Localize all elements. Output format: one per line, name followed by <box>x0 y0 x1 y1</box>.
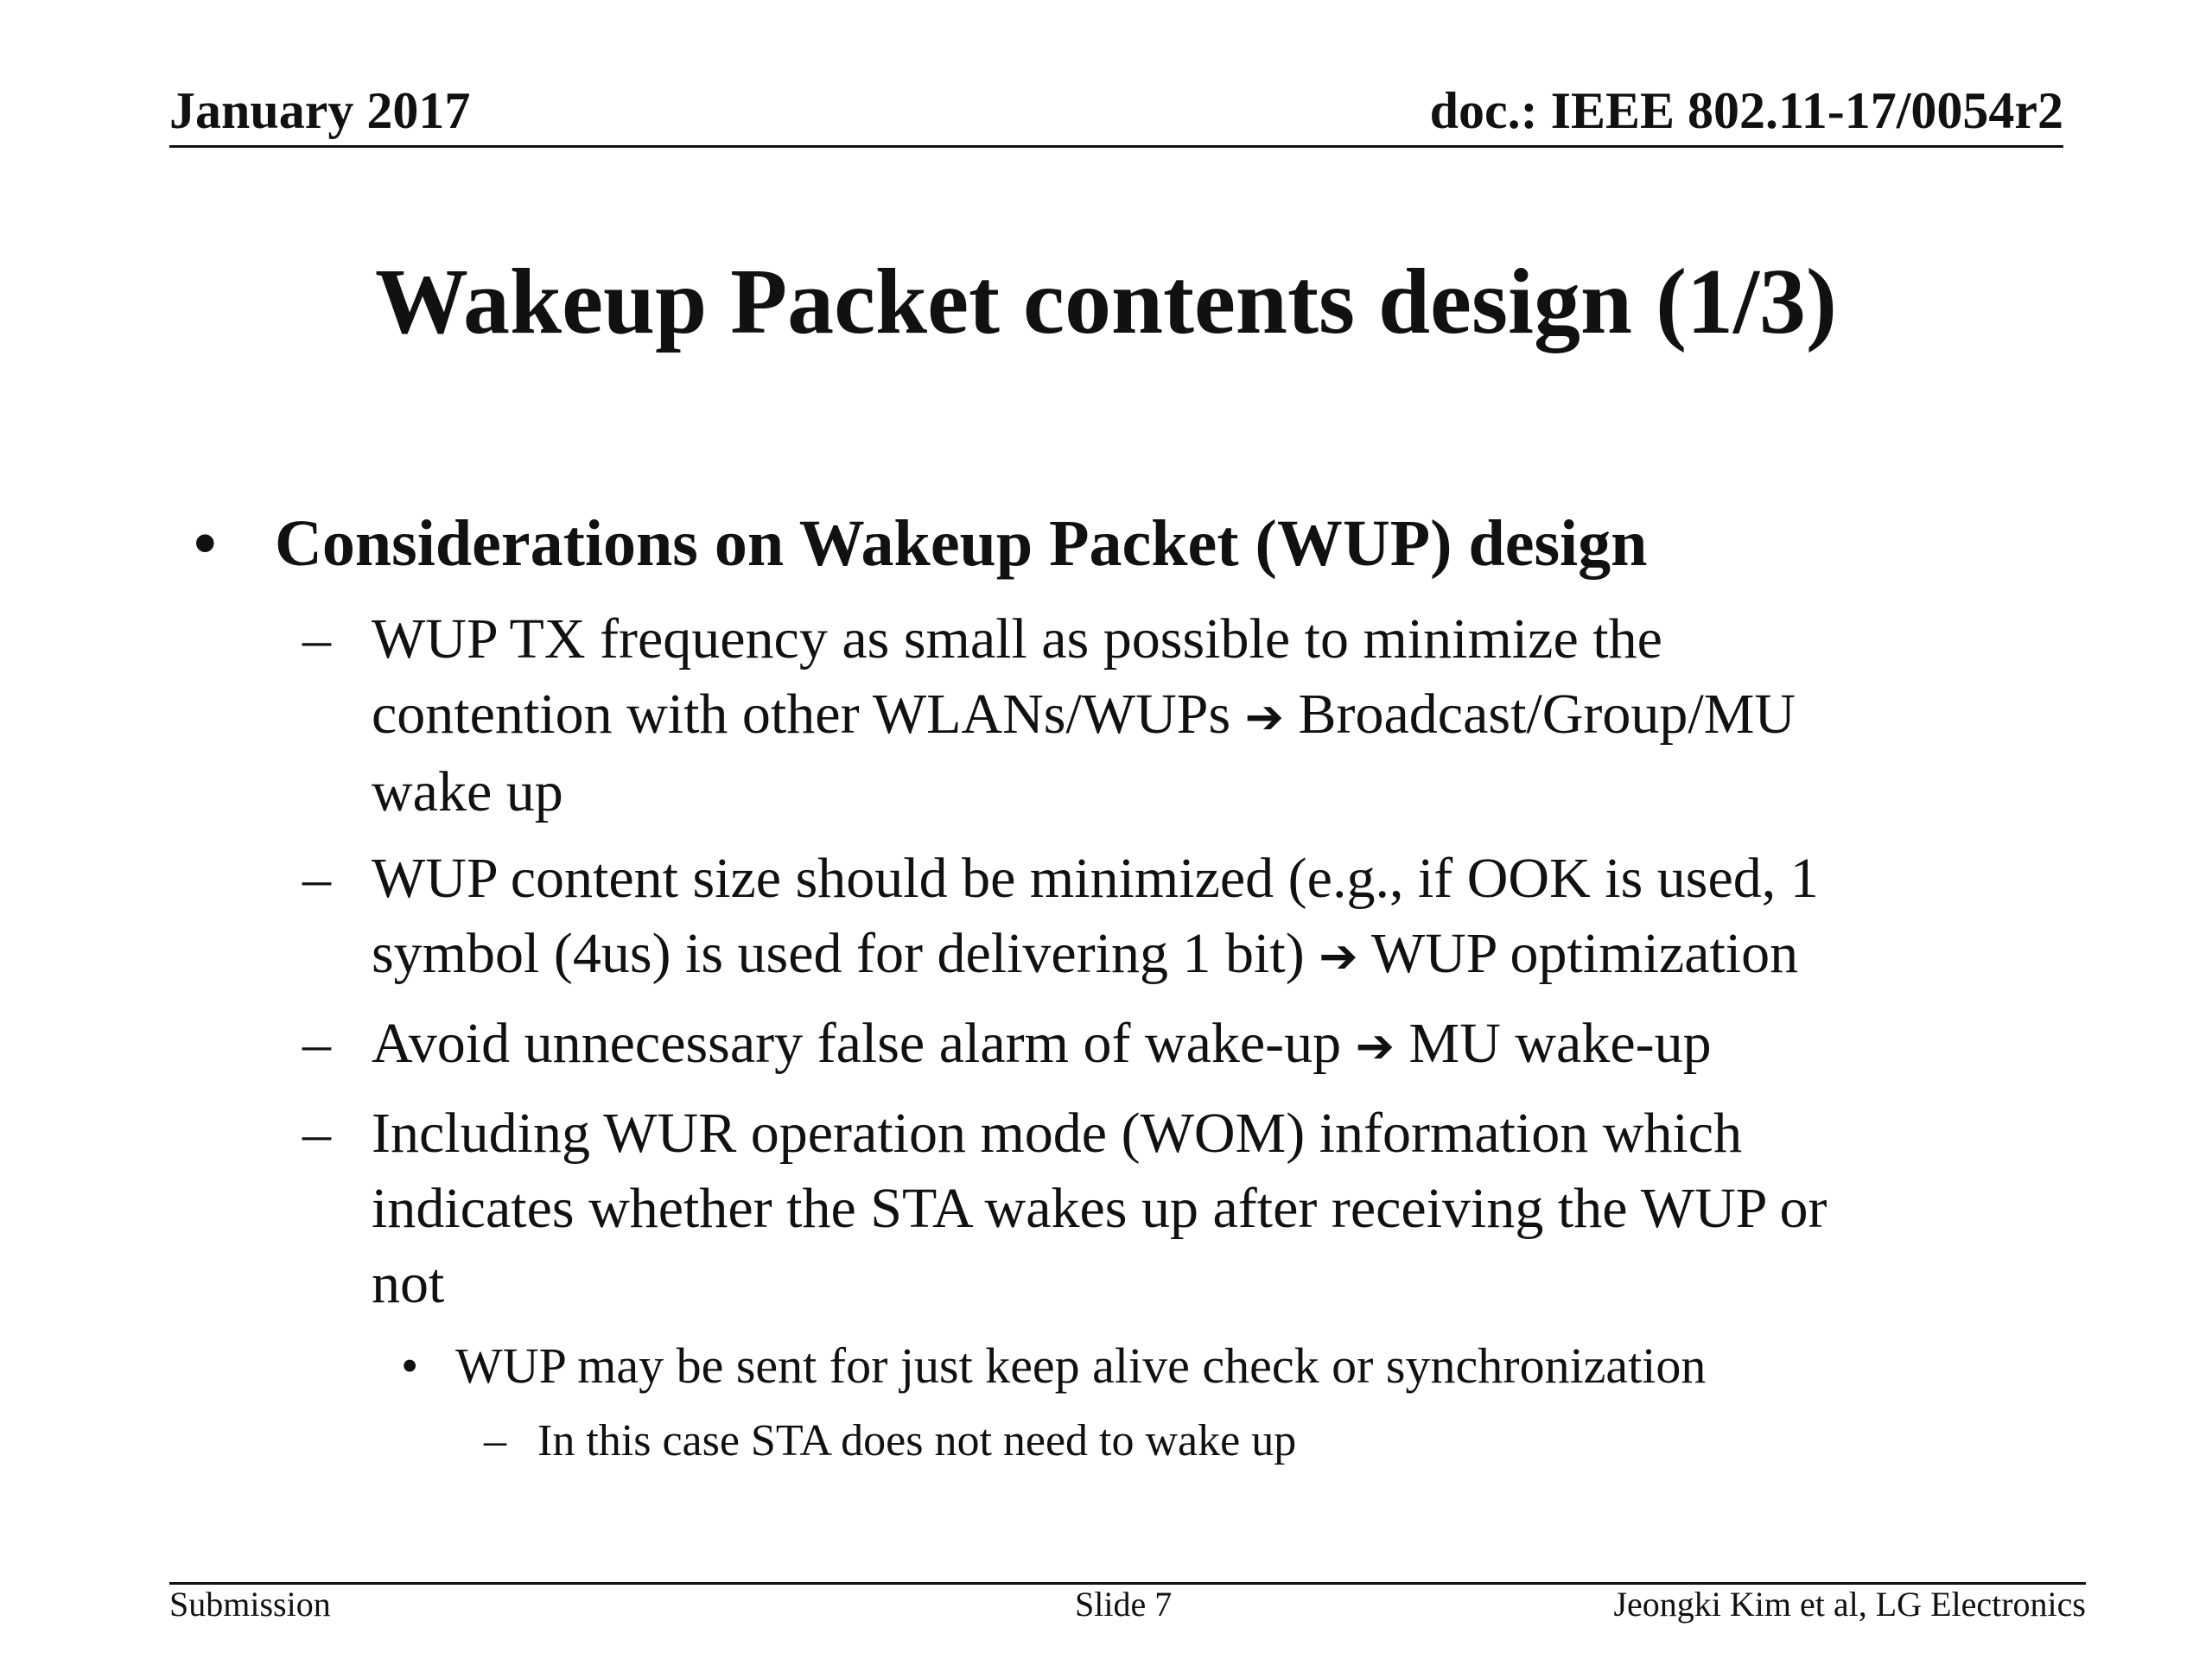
arrow-icon: ➔ <box>1355 1019 1395 1073</box>
bullet-marker: • <box>401 1338 419 1394</box>
sub-item-text: WUP TX frequency as small as possible to minimize the contention with other WLANs/WUPs ➔ Broadcast/Group/MU wake up <box>372 607 1796 823</box>
header-divider <box>169 145 2063 148</box>
sub-item-text: Avoid unnecessary false alarm of wake-up ➔ MU wake-up <box>372 1012 1712 1075</box>
sub-sub-item-text: In this case STA does not need to wake up <box>537 1416 1297 1465</box>
dash-marker: – <box>484 1416 506 1465</box>
dash-marker: – <box>302 1012 331 1075</box>
bullet-marker: • <box>194 507 217 580</box>
header-doc-id: doc.: IEEE 802.11-17/0054r2 <box>1429 82 2063 139</box>
arrow-icon: ➔ <box>1244 690 1285 744</box>
arrow-icon: ➔ <box>1319 929 1358 983</box>
footer-submission: Submission <box>169 1585 331 1624</box>
dash-marker: – <box>302 607 331 671</box>
sub-item-text: Including WUR operation mode (WOM) information which indicates whether the STA wakes up after receiving the WUP or not <box>372 1102 1827 1315</box>
bullet-text: Considerations on Wakeup Packet (WUP) design <box>275 507 1648 580</box>
sub-item-text: WUP content size should be minimized (e.g., if OOK is used, 1 symbol (4us) is used for delivering 1 bit) ➔ WUP optimization <box>372 847 1819 985</box>
dash-marker: – <box>302 1102 331 1165</box>
footer-author: Jeongki Kim et al, LG Electronics <box>1613 1585 2086 1624</box>
slide-title: Wakeup Packet contents design (1/3) <box>374 251 1838 353</box>
footer-slide-number: Slide 7 <box>1075 1585 1173 1624</box>
sub-bullet-text: WUP may be sent for just keep alive check or synchronization <box>455 1338 1707 1394</box>
header-date: January 2017 <box>169 82 471 139</box>
dash-marker: – <box>302 847 331 910</box>
